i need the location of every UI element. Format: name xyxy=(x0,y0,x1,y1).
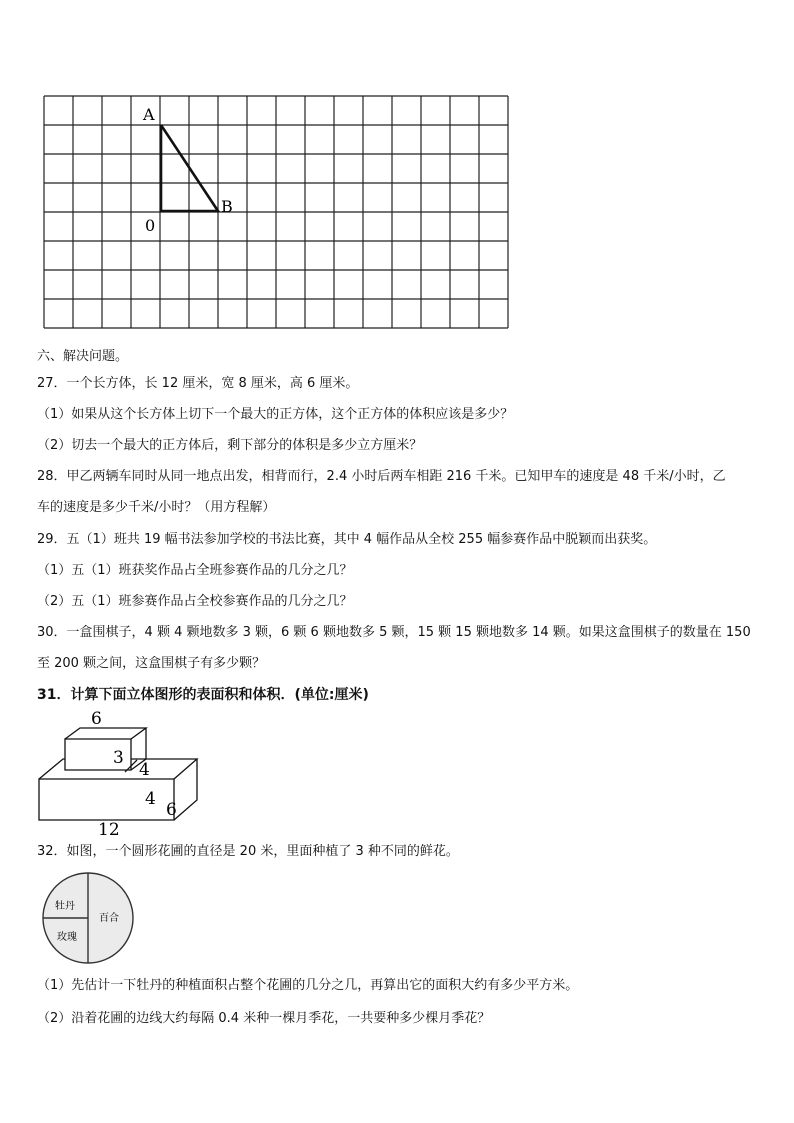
dim-top-depth: 4 xyxy=(139,760,150,780)
dim-base-height: 4 xyxy=(145,789,156,809)
q29-stem: 29．五（1）班共 19 幅书法参加学校的书法比赛，其中 4 幅作品从全校 255 幅参赛作品中脱颖而出获奖。 xyxy=(37,532,657,547)
dim-base-length: 12 xyxy=(98,820,120,836)
label-peony: 牡丹 xyxy=(55,901,75,912)
grid-figure xyxy=(40,90,512,330)
label-rose: 玫瑰 xyxy=(57,932,77,943)
q32-part2: （2）沿着花圃的边线大约每隔 0.4 米种一棵月季花，一共要种多少棵月季花？ xyxy=(37,1011,491,1026)
grid-lines xyxy=(44,96,508,328)
q27-stem: 27．一个长方体，长 12 厘米，宽 8 厘米，高 6 厘米。 xyxy=(37,376,359,391)
label-lily: 百合 xyxy=(99,913,119,924)
q32-stem: 32．如图，一个圆形花圃的直径是 20 米，里面种植了 3 种不同的鲜花。 xyxy=(37,844,459,859)
point-label-b: B xyxy=(221,197,233,216)
q32-part1: （1）先估计一下牡丹的种植面积占整个花圃的几分之几，再算出它的面积大约有多少平方米。 xyxy=(37,978,579,993)
q29-part1: （1）五（1）班获奖作品占全班参赛作品的几分之几？ xyxy=(37,563,353,578)
q31-solid-figure xyxy=(30,708,200,836)
q28-line1: 28．甲乙两辆车同时从同一地点出发，相背而行，2.4 小时后两车相距 216 千米。已知甲车的速度是 48 千米/小时，乙 xyxy=(37,469,726,484)
dim-top-length: 6 xyxy=(91,709,102,729)
q30-line1: 30．一盒围棋子，4 颗 4 颗地数多 3 颗，6 颗 6 颗地数多 5 颗，15 颗 15 颗地数多 14 颗。如果这盒围棋子的数量在 150 xyxy=(37,625,751,640)
dim-top-height: 3 xyxy=(113,748,124,768)
top-box-top-face xyxy=(65,728,146,739)
q27-part2: （2）切去一个最大的正方体后，剩下部分的体积是多少立方厘米？ xyxy=(37,438,423,453)
point-label-a: A xyxy=(143,105,155,124)
q32-garden-figure xyxy=(38,871,142,967)
q29-part2: （2）五（1）班参赛作品占全校参赛作品的几分之几？ xyxy=(37,594,353,609)
point-label-o: 0 xyxy=(145,216,156,235)
section-title: 六、解决问题。 xyxy=(37,349,129,364)
dim-base-depth: 6 xyxy=(166,800,177,820)
q27-part1: （1）如果从这个长方体上切下一个最大的正方体，这个正方体的体积应该是多少？ xyxy=(37,407,514,422)
q28-line2: 车的速度是多少千米/小时？（用方程解） xyxy=(37,500,276,515)
q30-line2: 至 200 颗之间，这盒围棋子有多少颗？ xyxy=(37,656,266,671)
q31-stem: 31．计算下面立体图形的表面积和体积．(单位:厘米) xyxy=(37,687,369,703)
